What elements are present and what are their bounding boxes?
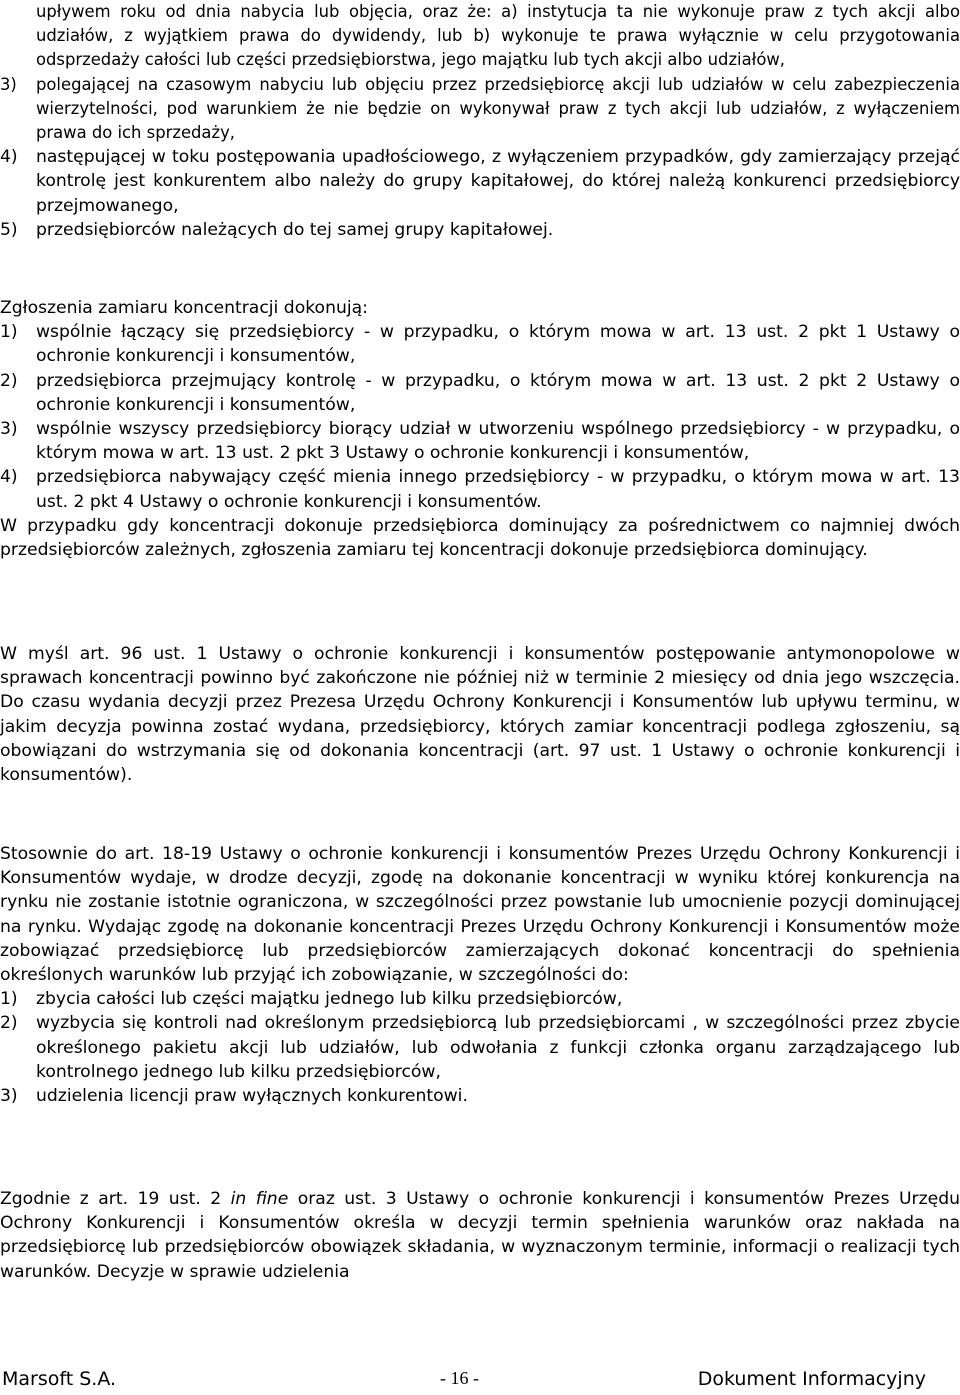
- list-text: wspólnie wszyscy przedsiębiorcy biorący udział w utworzeniu wspólnego przedsiębiorcy - w przypadku, o którym mowa w art. 13 ust. 2 pkt 3 Ustawy o ochronie konkurencji i konsumentów,: [36, 419, 960, 464]
- list-number: 4): [0, 467, 18, 488]
- italic-term: in fine: [230, 1189, 289, 1209]
- list-text: przedsiębiorca nabywający część mienia innego przedsiębiorcy - w przypadku, o którym mowa w art. 13 ust. 2 pkt 4 Ustawy o ochronie konkurencji i konsumentów.: [36, 467, 960, 512]
- paragraph: [0, 1187, 960, 1284]
- list-number: 3): [0, 74, 17, 94]
- list-number: 3): [0, 1086, 18, 1107]
- section-conditions: [0, 1187, 960, 1284]
- list-number: 1): [0, 989, 18, 1010]
- paragraph: W myśl art. 96 ust. 1 Ustawy o ochronie konkurencji i konsumentów postępowanie antymonopolowe w sprawach koncentracji powinno być zakończone nie później niż w terminie 2 miesięcy od dnia jego wszczęcia. Do czasu wydania decyzji przez Prezesa Urzędu Ochrony Konkurencji i Konsumentów lub upływu terminu, w jakim decyzja powinna zostać wydana, przedsiębiorcy, których zamiar koncentracji podlega zgłoszeniu, są obowiązani do wstrzymania się od dokonania koncentracji (art. 97 ust. 1 Ustawy o ochronie konkurencji i konsumentów).: [0, 644, 960, 786]
- list-text: udzielenia licencji praw wyłącznych konkurentowi.: [36, 1086, 468, 1107]
- paragraph: Stosownie do art. 18-19 Ustawy o ochronie konkurencji i konsumentów Prezes Urzędu Ochrony Konkurencji i Konsumentów wydaje, w drodze decyzji, zgodę na dokonanie koncentracji w wyniku której konkurencja na rynku nie zostanie istotnie ograniczona, w szczególności przez powstanie lub umocnienie pozycji dominującej na rynku. Wydając zgodę na dokonanie koncentracji Prezes Urzędu Ochrony Konkurencji i Konsumentów może zobowiązać przedsiębiorcę lub przedsiębiorców zamierzających dokonać koncentracji do spełnienia określonych warunków lub przyjąć ich zobowiązanie, w szczególności do:: [0, 844, 960, 986]
- list-item: [0, 465, 960, 513]
- footer-doc-title: Dokument Informacyjny: [697, 1368, 926, 1390]
- section-consent: [0, 842, 960, 1108]
- text-run: oraz ust. 3 Ustawy o ochronie konkurencji i konsumentów Prezes Urzędu Ochrony Konkurencji i Konsumentów określa w decyzji termin spełnienia warunków oraz nakłada na przedsiębiorcę lub przedsiębiorców obowiązek składania, w wyznaczonym terminie, informacji o realizacji tych warunków. Decyzje w sprawie udzielenia: [0, 1189, 960, 1282]
- list-text: wyzbycia się kontroli nad określonym przedsiębiorcą lub przedsiębiorcami , w szczególności przez zbycie określonego pakietu akcji lub udziałów, lub odwołania z funkcji członka organu zarządzającego lub kontrolnego jednego lub kilku przedsiębiorców,: [36, 1013, 960, 1082]
- list-text: następującej w toku postępowania upadłościowego, z wyłączeniem przypadków, gdy zamierzający przejąć kontrolę jest konkurentem albo należy do grupy kapitałowej, do której należą konkurenci przedsiębiorcy przejmowanego,: [36, 147, 960, 216]
- list-item: [0, 369, 960, 417]
- list-number: 2): [0, 1013, 18, 1034]
- list-item: [0, 145, 960, 218]
- list-item: [0, 1084, 960, 1108]
- text-run: Zgodnie z art. 19 ust. 2: [0, 1189, 231, 1209]
- section-proceedings: [0, 642, 960, 787]
- list-text: zbycia całości lub części majątku jednego lub kilku przedsiębiorców,: [36, 989, 623, 1010]
- list-number: 1): [0, 322, 18, 343]
- list-number: 4): [0, 147, 18, 168]
- list-text: wspólnie łączący się przedsiębiorcy - w przypadku, o którym mowa w art. 13 ust. 2 pkt 1 Ustawy o ochronie konkurencji i konsumentów,: [36, 322, 960, 367]
- page-number: - 16 -: [440, 1368, 479, 1388]
- list-number: 3): [0, 419, 18, 440]
- list-item: [0, 320, 960, 368]
- list-item: [0, 417, 960, 465]
- list-text: przedsiębiorców należących do tej samej grupy kapitałowej.: [36, 219, 554, 240]
- list-number: 5): [0, 219, 18, 240]
- page-footer: [0, 1368, 960, 1394]
- list-item: [0, 1011, 960, 1084]
- list-item: [0, 987, 960, 1011]
- list-text: przedsiębiorca przejmujący kontrolę - w przypadku, o którym mowa w art. 13 ust. 2 pkt 2 Ustawy o ochronie konkurencji i konsumentów,: [36, 370, 960, 415]
- list-number: 2): [0, 370, 18, 391]
- continued-paragraph: upływem roku od dnia nabycia lub objęcia, oraz że: a) instytucja ta nie wykonuje praw z tych akcji albo udziałów, z wyjątkiem prawa do dywidendy, lub b) wykonuje te prawa wyłącznie w celu przygotowania odsprzedaży całości lub części przedsiębiorstwa, jego majątku lub tych akcji albo udziałów,: [36, 2, 960, 70]
- paragraph-intro: Zgłoszenia zamiaru koncentracji dokonują:: [0, 298, 368, 318]
- paragraph-outro: W przypadku gdy koncentracji dokonuje przedsiębiorca dominujący za pośrednictwem co najmniej dwóch przedsiębiorców zależnych, zgłoszenia zamiaru tej koncentracji dokonuje przedsiębiorca dominujący.: [0, 515, 960, 561]
- list-item: [0, 73, 960, 146]
- list-item: [0, 218, 960, 242]
- section-notifications: [0, 296, 960, 562]
- section-exceptions: [0, 0, 960, 242]
- list-text: polegającej na czasowym nabyciu lub objęciu przez przedsiębiorcę akcji lub udziałów w celu zabezpieczenia wierzytelności, pod warunkiem że nie będzie on wykonywał praw z tych akcji lub udziałów, z wyłączeniem prawa do ich sprzedaży,: [36, 74, 960, 143]
- footer-company: Marsoft S.A.: [2, 1368, 117, 1390]
